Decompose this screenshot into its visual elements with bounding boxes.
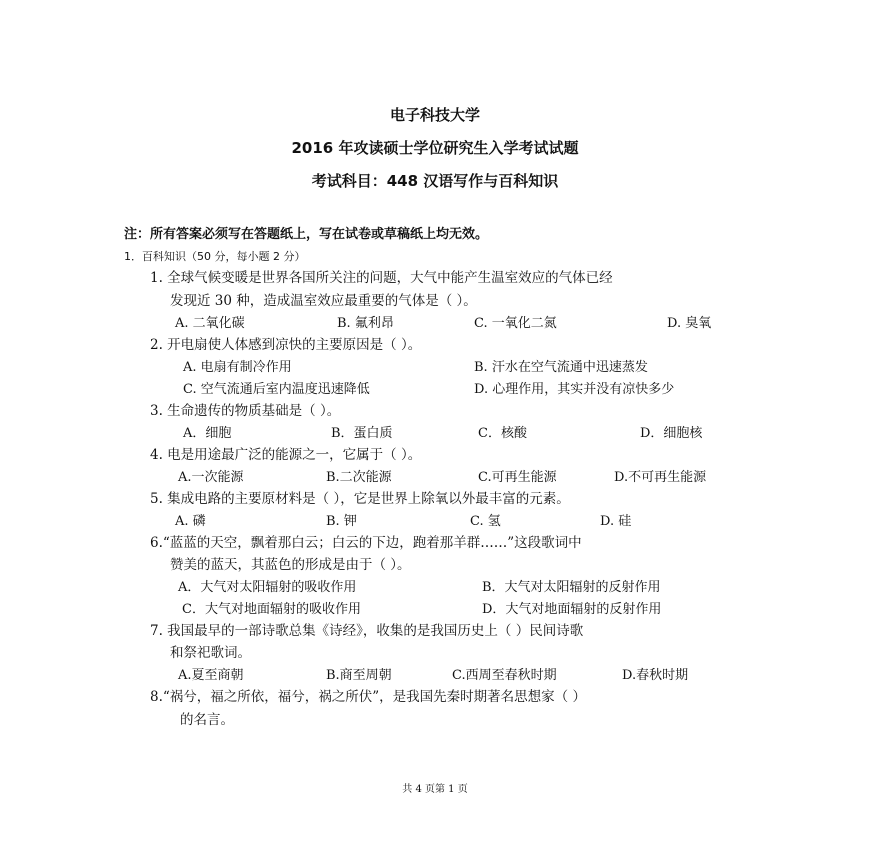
q1-option-a: A. 二氧化碳 — [175, 316, 245, 331]
q4-option-a: A.一次能源 — [178, 470, 244, 485]
page-footer: 共 4 页第 1 页 — [402, 784, 468, 795]
q2-option-a: A. 电扇有制冷作用 — [183, 360, 292, 375]
q4-option-d: D.不可再生能源 — [614, 470, 707, 485]
question-8-line-2: 的名言。 — [180, 712, 234, 728]
question-2: 2. 开电扇使人体感到凉快的主要原因是（ ）。 — [150, 337, 422, 353]
q6-option-c: C．大气对地面辐射的吸收作用 — [182, 602, 361, 617]
q4-option-c: C.可再生能源 — [478, 470, 557, 485]
q2-option-c: C. 空气流通后室内温度迅速降低 — [183, 382, 370, 397]
answer-note: 注：所有答案必须写在答题纸上，写在试卷或草稿纸上均无效。 — [124, 227, 489, 242]
q7-option-a: A.夏至商朝 — [178, 668, 244, 683]
question-1-line-1: 1. 全球气候变暖是世界各国所关注的问题，大气中能产生温室效应的气体已经 — [150, 270, 613, 286]
question-6-line-2: 赞美的蓝天，其蓝色的形成是由于（ ）。 — [170, 557, 411, 573]
question-8-line-1: 8.“祸兮，福之所依，福兮，祸之所伏”，是我国先秦时期著名思想家（ ） — [150, 689, 586, 705]
q7-option-b: B.商至周朝 — [326, 668, 392, 683]
q2-option-d: D. 心理作用，其实并没有凉快多少 — [474, 382, 675, 397]
q3-option-b: B．蛋白质 — [331, 426, 393, 441]
q1-option-b: B. 氟利昂 — [337, 316, 394, 331]
q6-option-d: D．大气对地面辐射的反射作用 — [482, 602, 662, 617]
q4-option-b: B.二次能源 — [326, 470, 392, 485]
q6-option-b: B．大气对太阳辐射的反射作用 — [482, 580, 661, 595]
exam-title: 2016 年攻读硕士学位研究生入学考试试题 — [291, 139, 579, 157]
question-3: 3. 生命遗传的物质基础是（ ）。 — [150, 403, 341, 419]
q5-option-c: C. 氢 — [470, 514, 501, 529]
subject-title: 考试科目：448 汉语写作与百科知识 — [311, 172, 559, 190]
q3-option-a: A．细胞 — [183, 426, 232, 441]
q1-option-d: D. 臭氧 — [667, 316, 712, 331]
q2-option-b: B. 汗水在空气流通中迅速蒸发 — [474, 360, 648, 375]
section-heading: 1．百科知识（50 分，每小题 2 分） — [124, 250, 306, 263]
q7-option-d: D.春秋时期 — [622, 668, 689, 683]
q5-option-b: B. 钾 — [326, 514, 357, 529]
question-5: 5. 集成电路的主要原材料是（ ），它是世界上除氧以外最丰富的元素。 — [150, 491, 570, 507]
question-1-line-2: 发现近 30 种，造成温室效应最重要的气体是（ ）。 — [170, 293, 477, 309]
school-title: 电子科技大学 — [389, 106, 480, 124]
q5-option-a: A. 磷 — [175, 514, 206, 529]
q7-option-c: C.西周至春秋时期 — [452, 668, 557, 683]
q3-option-d: D．细胞核 — [640, 426, 703, 441]
question-6-line-1: 6.“蓝蓝的天空，飘着那白云；白云的下边，跑着那羊群……”这段歌词中 — [150, 535, 582, 551]
q3-option-c: C．核酸 — [478, 426, 527, 441]
question-7-line-2: 和祭祀歌词。 — [170, 645, 251, 661]
question-4: 4. 电是用途最广泛的能源之一，它属于（ ）。 — [150, 447, 422, 463]
q6-option-a: A．大气对太阳辐射的吸收作用 — [178, 580, 357, 595]
q1-option-c: C. 一氧化二氮 — [474, 316, 557, 331]
q5-option-d: D. 硅 — [600, 514, 632, 529]
question-7-line-1: 7. 我国最早的一部诗歌总集《诗经》，收集的是我国历史上（ ）民间诗歌 — [150, 623, 584, 639]
